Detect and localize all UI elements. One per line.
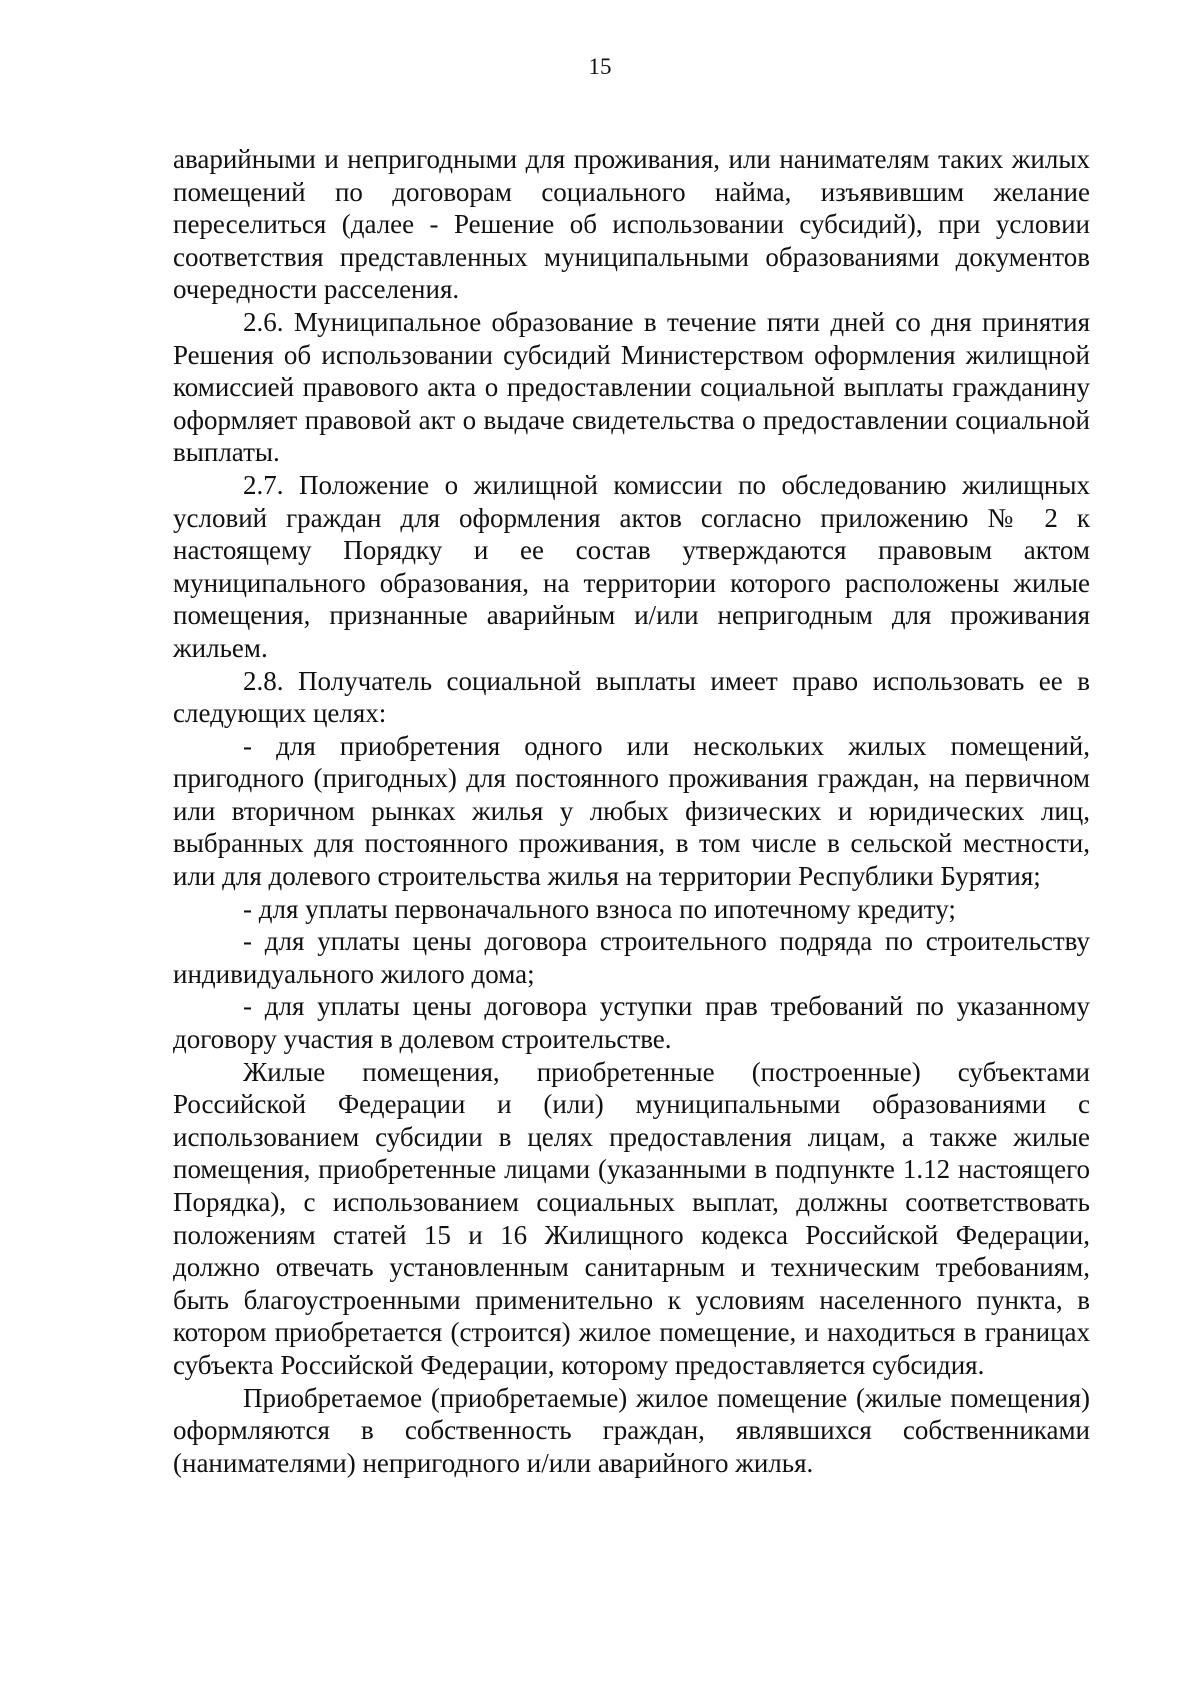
list-item-purchase-housing: - для приобретения одного или нескольких жилых помещений, пригодного (пригодных) для постоянного проживания граждан, на первичном или вторичном рынках жилья у любых физических и юридических лиц, выбранных для постоянного проживания, в том числе в сельской местности, или для долевого строительства жилья на территории Республики Бурятия;: [173, 730, 1090, 892]
list-item-assignment-of-claims: - для уплаты цены договора уступки прав требований по указанному договору участия в долевом строительстве.: [173, 991, 1090, 1055]
paragraph-housing-requirements: Жилые помещения, приобретенные (построенные) субъектами Российской Федерации и (или) муниципальными образованиями с использованием субсидии в целях предоставления лицам, а также жилые помещения, приобретенные лицами (указанными в подпункте 1.12 настоящего Порядка), с использованием социальных выплат, должны соответствовать положениям статей 15 и 16 Жилищного кодекса Российской Федерации, должно отвечать установленным санитарным и техническим требованиям, быть благоустроенными применительно к условиям населенного пункта, в котором приобретается (строится) жилое помещение, и находиться в границах субъекта Российской Федерации, которому предоставляется субсидия.: [173, 1056, 1090, 1380]
paragraph-continuation: аварийными и непригодными для проживания, или нанимателям таких жилых помещений по договорам социального найма, изъявившим желание переселиться (далее - Решение об использовании субсидий), при условии соответствия представленных муниципальными образованиями документов очередности расселения.: [173, 144, 1090, 305]
paragraph-2-8: 2.8. Получатель социальной выплаты имеет право использовать ее в следующих целях:: [173, 665, 1090, 729]
list-item-construction-contract: - для уплаты цены договора строительного подряда по строительству индивидуального жилого дома;: [173, 926, 1090, 989]
paragraph-2-7: 2.7. Положение о жилищной комиссии по обследованию жилищных условий граждан для оформления актов согласно приложению № 2 к настоящему Порядку и ее состав утверждаются правовым актом муниципального образования, на территории которого расположены жилые помещения, признанные аварийным и/или непригодным для проживания жильем.: [173, 469, 1090, 663]
paragraph-2-6: 2.6. Муниципальное образование в течение пяти дней со дня принятия Решения об использовании субсидий Министерством оформления жилищной комиссией правового акта о предоставлении социальной выплаты гражданину оформляет правовой акт о выдаче свидетельства о предоставлении социальной выплаты.: [173, 306, 1090, 468]
paragraph-ownership-registration: Приобретаемое (приобретаемые) жилое помещение (жилые помещения) оформляются в собственность граждан, являвшихся собственниками (нанимателями) непригодного и/или аварийного жилья.: [173, 1382, 1090, 1478]
list-item-mortgage-down-payment: - для уплаты первоначального взноса по ипотечному кредиту;: [243, 893, 956, 924]
document-body: [173, 143, 1090, 1479]
page-number: 15: [588, 54, 612, 79]
